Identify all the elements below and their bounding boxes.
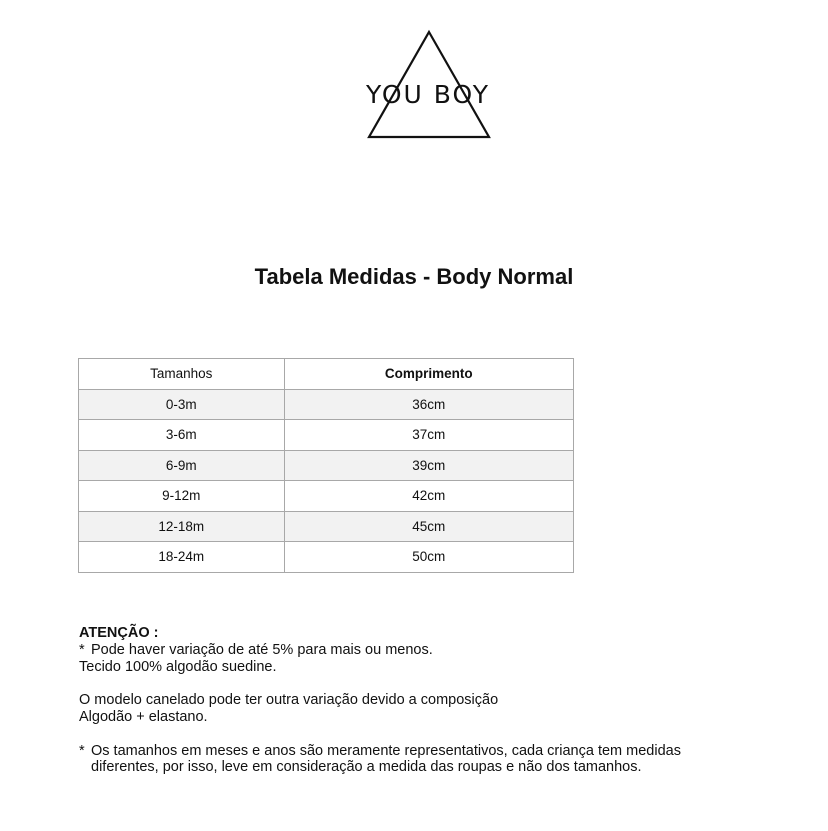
table-header-row bbox=[79, 359, 574, 390]
size-cell: 3-6m bbox=[79, 420, 285, 451]
table-row bbox=[79, 542, 574, 573]
note-sizes bbox=[79, 743, 799, 777]
table-row bbox=[79, 420, 574, 451]
table-row bbox=[79, 511, 574, 542]
header-comprimento: Comprimento bbox=[284, 359, 573, 390]
spacer bbox=[79, 675, 799, 692]
length-cell: 37cm bbox=[284, 420, 573, 451]
length-cell: 50cm bbox=[284, 542, 573, 573]
note-sizes-body bbox=[91, 743, 681, 777]
note-sizes-line-2: diferentes, por isso, leve em consideração a medida das roupas e não dos tamanhos. bbox=[91, 759, 642, 776]
note-fabric: Tecido 100% algodão suedine. bbox=[79, 658, 277, 675]
table-row bbox=[79, 389, 574, 420]
size-table bbox=[78, 358, 574, 573]
length-cell: 36cm bbox=[284, 389, 573, 420]
note-variation-text: Pode haver variação de até 5% para mais ou menos. bbox=[91, 641, 433, 658]
length-cell: 39cm bbox=[284, 450, 573, 481]
page-title: Tabela Medidas - Body Normal bbox=[254, 264, 574, 289]
length-cell: 45cm bbox=[284, 511, 573, 542]
notes-heading: ATENÇÃO : bbox=[79, 625, 159, 641]
note-composition: Algodão + elastano. bbox=[79, 708, 208, 725]
note-ribbed-model: O modelo canelado pode ter outra variação devido a composição bbox=[79, 692, 499, 709]
bullet-marker: * bbox=[79, 742, 85, 759]
table-row bbox=[79, 481, 574, 512]
spacer bbox=[79, 726, 799, 743]
size-cell: 12-18m bbox=[79, 511, 285, 542]
size-cell: 18-24m bbox=[79, 542, 285, 573]
note-variation bbox=[79, 642, 799, 659]
length-cell: 42cm bbox=[284, 481, 573, 512]
brand-logo bbox=[358, 28, 498, 142]
notes-section bbox=[79, 625, 799, 776]
size-cell: 0-3m bbox=[79, 389, 285, 420]
header-tamanhos: Tamanhos bbox=[79, 359, 285, 390]
size-cell: 6-9m bbox=[79, 450, 285, 481]
note-sizes-line-1: Os tamanhos em meses e anos são meramente representativos, cada criança tem medidas bbox=[91, 742, 681, 759]
size-cell: 9-12m bbox=[79, 481, 285, 512]
bullet-marker: * bbox=[79, 641, 85, 658]
table-row bbox=[79, 450, 574, 481]
brand-logo-text: YOU BOY bbox=[365, 80, 491, 109]
